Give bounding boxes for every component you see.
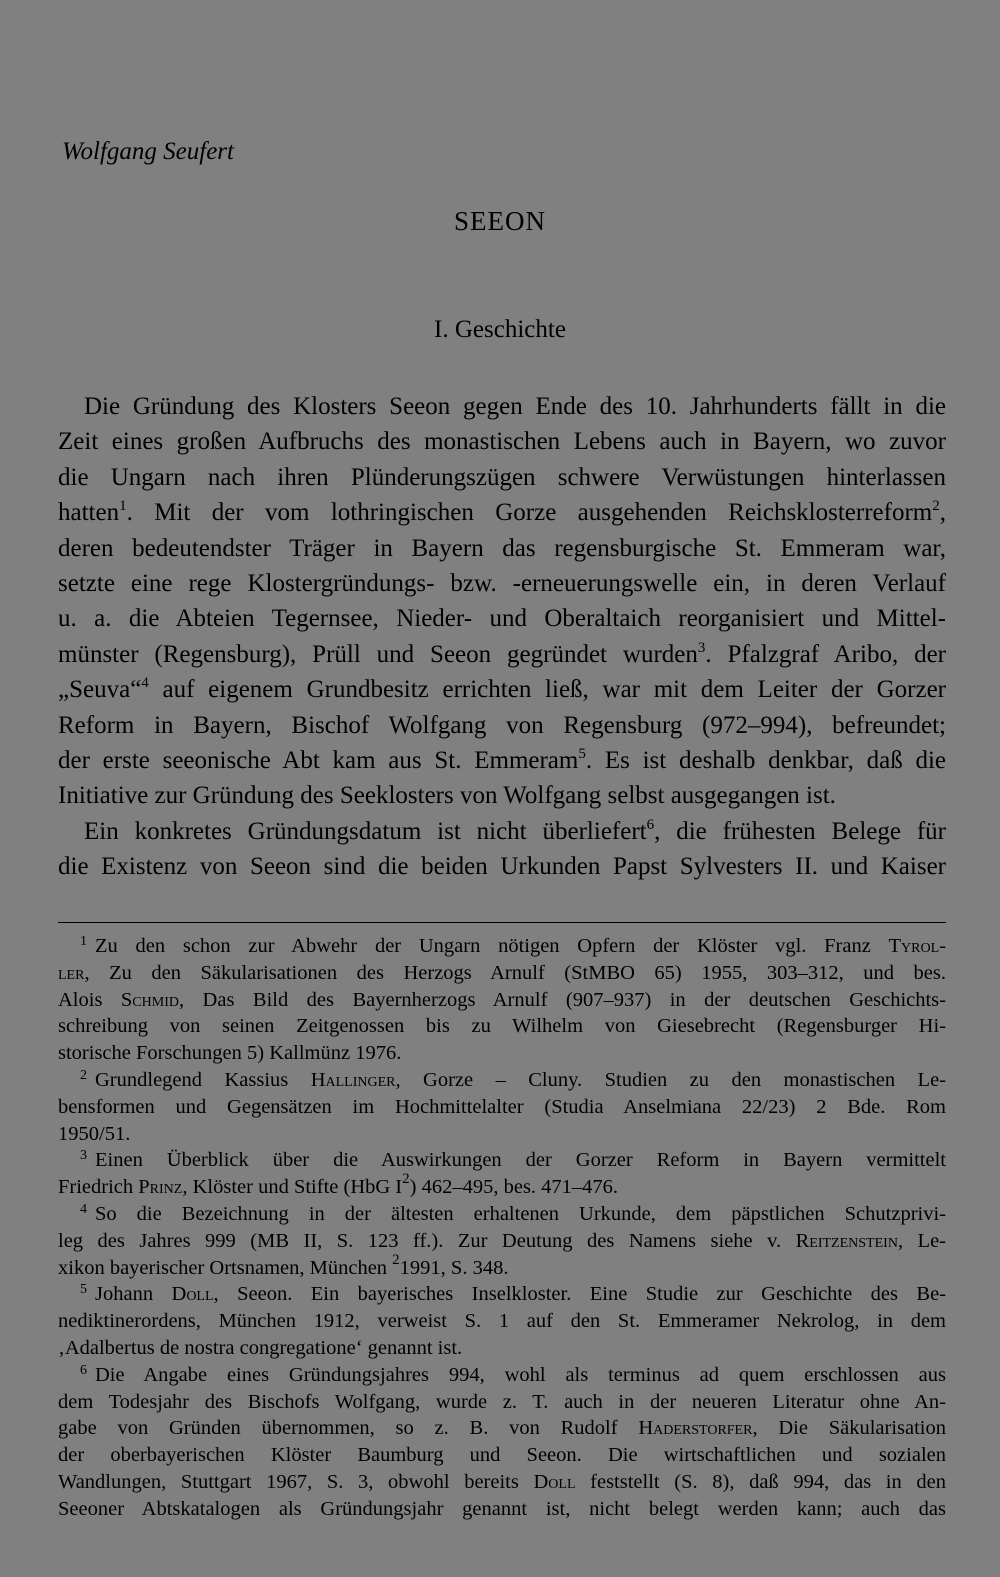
text: storische Forschungen 5) Kallmünz 1976. bbox=[58, 1042, 402, 1065]
footnote-ref[interactable]: 6 bbox=[646, 816, 655, 833]
author-name: Wolfgang Seufert bbox=[62, 138, 234, 165]
footnote-6 bbox=[58, 1362, 946, 1523]
footnote-ref[interactable]: 5 bbox=[578, 745, 586, 762]
footnote-number: 6 bbox=[80, 1362, 87, 1378]
text: Zu den schon zur Abwehr der Ungarn nötigen Opfern der Klöster vgl. Franz bbox=[95, 935, 889, 957]
text: Die Gründung des Klosters Seeon gegen Ende des 10. Jahrhunderts fällt in die bbox=[84, 393, 946, 420]
edition-superscript: 2 bbox=[392, 1251, 400, 1268]
author-name: Schmid bbox=[120, 988, 179, 1011]
text: deren bedeutendster Träger in Bayern das regensburgische St. Emmeram war, bbox=[58, 534, 946, 562]
section-heading: I. Geschichte bbox=[434, 316, 566, 343]
footnote-separator bbox=[58, 922, 946, 923]
body-line bbox=[58, 778, 946, 813]
text: So die Bezeichnung in der ältesten erhaltenen Urkunde, dem päpstlichen Schutzprivi- bbox=[95, 1202, 946, 1225]
text: Die Angabe eines Gründungsjahres 994, wohl als terminus ad quem erschlossen aus bbox=[95, 1363, 946, 1386]
text: ) 462–495, bes. 471–476. bbox=[409, 1176, 619, 1199]
footnotes bbox=[58, 933, 946, 1523]
text: auf eigenem Grundbesitz errichten ließ, war mit dem Leiter der Gorzer bbox=[148, 676, 946, 704]
body-line bbox=[58, 531, 946, 566]
footnote-number: 3 bbox=[80, 1148, 87, 1164]
text: , Die Säkularisation bbox=[752, 1417, 946, 1440]
text: ‚Adalbertus de nostra congregatione‘ genannt ist. bbox=[58, 1336, 463, 1359]
text: . Pfalzgraf Aribo, der bbox=[705, 640, 947, 668]
author-name: Reitzenstein bbox=[795, 1229, 898, 1252]
text: , bbox=[939, 499, 946, 527]
footnote-number: 2 bbox=[80, 1067, 87, 1083]
text: münster (Regensburg), Prüll und Seeon gegründet wurden bbox=[58, 640, 698, 668]
text: Einen Überblick über die Auswirkungen der Gorzer Reform in Bayern vermittelt bbox=[95, 1149, 946, 1172]
text: dem Todesjahr des Bischofs Wolfgang, wurde z. T. auch in der neueren Literatur ohne An- bbox=[58, 1390, 946, 1413]
page-title: SEEON bbox=[454, 206, 546, 236]
author-name: ler bbox=[58, 961, 85, 984]
footnote-ref[interactable]: 4 bbox=[141, 675, 149, 692]
body-line bbox=[58, 460, 946, 495]
text: Alois bbox=[58, 988, 121, 1011]
text: nediktinerordens, München 1912, verweist S. 1 auf den St. Emmeramer Nekrolog, in dem bbox=[58, 1310, 946, 1333]
text: schreibung von seinen Zeitgenossen bis zu Wilhelm von Giesebrecht (Regensburger Hi- bbox=[58, 1015, 946, 1038]
body-text bbox=[58, 389, 946, 884]
text: Grundlegend Kassius bbox=[95, 1068, 311, 1091]
body-line bbox=[58, 637, 946, 672]
text: , Das Bild des Bayernherzogs Arnulf (907–937) in der deutschen Geschichts- bbox=[178, 988, 946, 1011]
text: xikon bayerischer Ortsnamen, München bbox=[58, 1256, 393, 1279]
author-name: Tyrol- bbox=[888, 935, 946, 957]
text: die Existenz von Seeon sind die beiden Urkunden Papst Sylvesters II. und Kaiser bbox=[58, 853, 946, 881]
text: , Klöster und Stifte (HbG I bbox=[182, 1176, 403, 1199]
footnote-3 bbox=[58, 1147, 946, 1201]
text: , Gorze – Cluny. Studien zu den monastischen Le- bbox=[395, 1068, 946, 1091]
text: Zeit eines großen Aufbruchs des monastischen Lebens auch in Bayern, wo zuvor bbox=[58, 428, 946, 456]
footnote-ref[interactable]: 3 bbox=[697, 639, 706, 656]
text: 1991, S. 348. bbox=[399, 1256, 509, 1279]
text: gabe von Gründen übernommen, so z. B. von Rudolf bbox=[58, 1417, 639, 1440]
text: Ein konkretes Gründungsdatum ist nicht überliefert bbox=[84, 817, 647, 845]
text: Seeoner Abtskatalogen als Gründungsjahr genannt ist, nicht belegt werden kann; auch das bbox=[58, 1497, 946, 1520]
text: 1950/51. bbox=[58, 1122, 131, 1145]
footnote-number: 4 bbox=[80, 1201, 87, 1217]
footnote-ref[interactable]: 2 bbox=[932, 498, 940, 515]
text: „Seuva“ bbox=[58, 676, 142, 704]
text: leg des Jahres 999 (MB II, S. 123 ff.). Zur Deutung des Namens siehe v. bbox=[58, 1229, 796, 1252]
text: , Zu den Säkularisationen des Herzogs Arnulf (StMBO 65) 1955, 303–312, und bes. bbox=[84, 961, 946, 984]
text: . Es ist deshalb denkbar, daß die bbox=[585, 746, 946, 774]
text: die Ungarn nach ihren Plünderungszügen schwere Verwüstungen hinterlassen bbox=[58, 463, 946, 491]
text: hatten bbox=[58, 499, 120, 527]
text: . Mit der vom lothringischen Gorze ausgehenden Reichsklosterreform bbox=[126, 499, 933, 527]
text: , Seeon. Ein bayerisches Inselkloster. Eine Studie zur Geschichte des Be- bbox=[213, 1283, 946, 1306]
body-line bbox=[58, 495, 946, 530]
body-line bbox=[58, 743, 946, 778]
text: der erste seeonische Abt kam aus St. Emmeram bbox=[58, 746, 579, 774]
text: feststellt (S. 8), daß 994, das in den bbox=[575, 1470, 946, 1493]
edition-superscript: 2 bbox=[402, 1171, 410, 1188]
text: Friedrich bbox=[58, 1176, 139, 1199]
footnote-5 bbox=[58, 1281, 946, 1361]
body-line bbox=[58, 849, 946, 884]
text: Reform in Bayern, Bischof Wolfgang von Regensburg (972–994), befreundet; bbox=[58, 711, 946, 739]
body-line bbox=[58, 672, 946, 707]
text: bensformen und Gegensätzen im Hochmittelalter (Studia Anselmiana 22/23) 2 Bde. Rom bbox=[58, 1095, 946, 1118]
footnote-1 bbox=[58, 933, 946, 1067]
author-name: Haderstorfer bbox=[638, 1417, 753, 1440]
author-name: Hallinger bbox=[310, 1068, 396, 1091]
footnote-ref[interactable]: 1 bbox=[119, 498, 127, 515]
text: Initiative zur Gründung des Seeklosters von Wolfgang selbst ausgegangen ist. bbox=[58, 782, 836, 810]
body-line bbox=[58, 389, 946, 424]
footnote-number: 5 bbox=[80, 1282, 87, 1298]
body-line bbox=[58, 708, 946, 743]
text: u. a. die Abteien Tegernsee, Nieder- und Oberaltaich reorganisiert und Mittel- bbox=[58, 605, 946, 633]
footnote-4 bbox=[58, 1201, 946, 1281]
footnote-2 bbox=[58, 1067, 946, 1147]
text: Wandlungen, Stuttgart 1967, S. 3, obwohl bereits bbox=[58, 1470, 534, 1493]
text: der oberbayerischen Klöster Baumburg und Seeon. Die wirtschaftlichen und sozialen bbox=[58, 1444, 946, 1467]
text: Johann bbox=[95, 1283, 172, 1306]
text: , die frühesten Belege für bbox=[654, 817, 946, 845]
body-line bbox=[58, 424, 946, 459]
text: , Le- bbox=[897, 1229, 946, 1252]
text: setzte eine rege Klostergründungs- bzw. -erneuerungswelle ein, in deren Verlauf bbox=[58, 569, 946, 597]
body-line bbox=[58, 601, 946, 636]
body-line bbox=[58, 814, 946, 849]
author-name: Doll bbox=[533, 1470, 576, 1493]
author-name: Doll bbox=[171, 1283, 214, 1306]
body-line bbox=[58, 566, 946, 601]
author-name: Prinz bbox=[138, 1176, 183, 1199]
footnote-number: 1 bbox=[80, 934, 87, 949]
